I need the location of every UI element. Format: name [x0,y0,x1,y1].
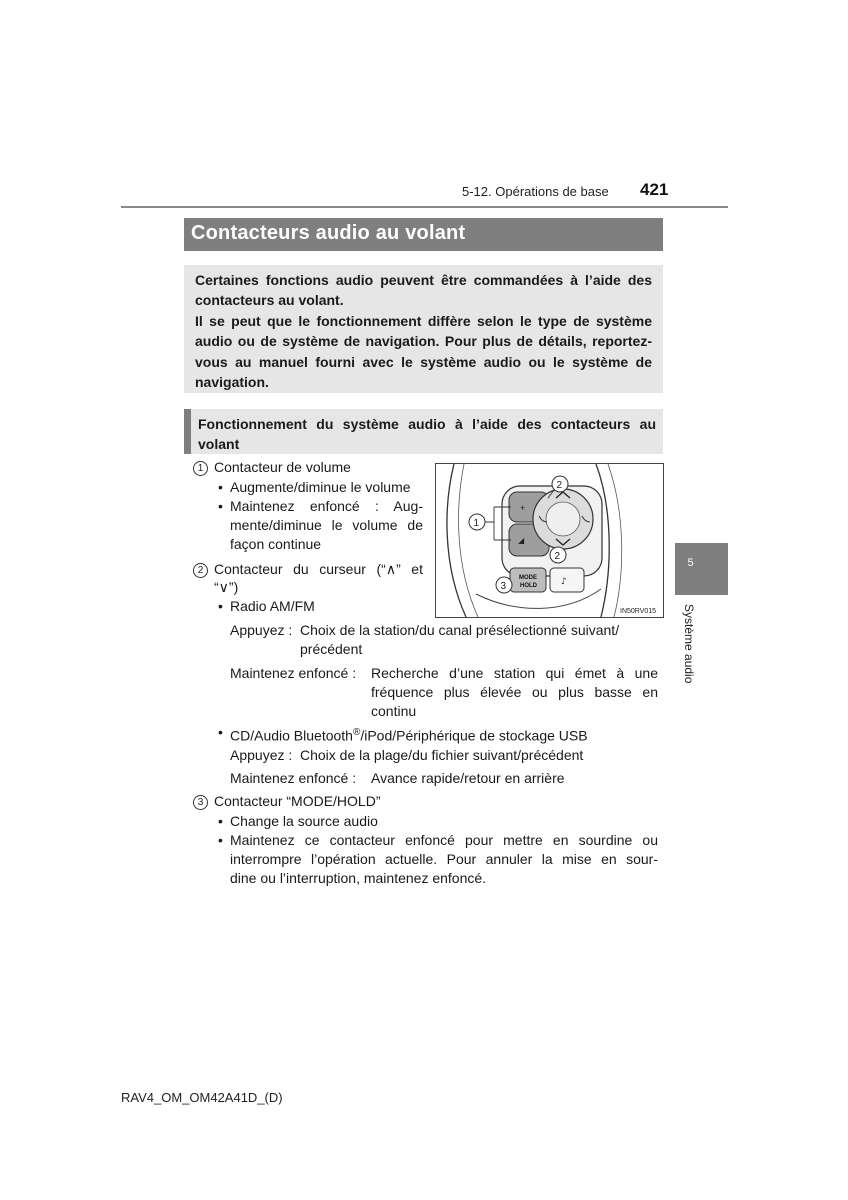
footer-code: RAV4_OM_OM42A41D_(D) [121,1090,283,1105]
cd-label-a: CD/Audio Bluetooth [230,727,353,744]
intro-paragraph-1: Certaines fonctions audio peuvent être commandées à l’aide des contacteurs au volant. [195,272,652,309]
page-title: Contacteurs audio au volant [191,222,466,244]
intro-box [184,265,663,393]
figure-code: IN50RV015 [620,608,657,615]
item-number-2: 2 [193,563,208,578]
radio-hold-line-3: continu [371,703,417,719]
radio-hold-line-2: fréquence plus élevée ou plus basse en [371,684,658,700]
cd-press-key: Appuyez : [230,747,293,763]
item-number-1: 1 [193,461,208,476]
volume-bullet-2-line-2: mente/diminue le volume de [230,517,423,533]
radio-press-line-1: Choix de la station/du canal présélectionné suivant/ [300,622,620,638]
hold-button-text: HOLD [520,583,537,589]
mode-switch-label: Contacteur “MODE/HOLD” [214,793,381,809]
intro-text [195,270,652,392]
callout-3: 3 [500,581,507,592]
header-divider [121,206,728,208]
subheading-text: Fonctionnement du système audio à l’aide des contacteurs au volant [198,416,656,452]
subheading-box [184,409,663,454]
steering-switch-illustration [435,463,664,618]
item-number-3: 3 [193,795,208,810]
mode-bullet-2-line-2: interrompre l’opération actuelle. Pour annuler la mise en sour- [230,851,658,867]
subheading-accent [184,409,191,454]
intro-paragraph-2: Il se peut que le fonctionnement diffère selon le type de système audio ou de système de navigation. Pour plus de détails, reportez-vous au manuel fourni avec le système audio ou le système de navigation. [195,312,652,391]
volume-bullet-2-line-1: • Maintenez enfoncé : Aug- [230,497,423,516]
svg-text:♪: ♪ [561,577,567,587]
mode-bullet-2-line-3: dine ou l’interruption, maintenez enfoncé. [230,870,487,886]
cursor-switch-label-line-1: Contacteur du curseur (“∧” et [214,561,423,577]
svg-text:+: + [520,503,526,513]
cd-label [230,723,588,746]
radio-hold-line-1: Recherche d’une station qui émet à une [371,665,658,681]
page-number: 421 [640,180,669,199]
chapter-tab [675,543,728,595]
volume-bullet-2-line-3: façon continue [230,536,322,552]
callout-2-top: 2 [556,480,563,491]
radio-press-line-2: précédent [300,641,363,657]
section-header: 5-12. Opérations de base [462,184,609,199]
registered-mark: ® [352,727,361,738]
volume-switch-label: Contacteur de volume [214,459,351,475]
callout-2-bottom: 2 [554,551,561,562]
svg-text:◢: ◢ [518,536,525,545]
mode-button-text: MODE [519,575,537,581]
cd-label-b: /iPod/Périphérique de stockage USB [360,727,588,744]
page-title-bar [184,218,663,251]
cursor-switch-label-line-2: “∨”) [214,579,239,595]
chapter-label: Système audio [682,604,696,684]
radio-hold-key: Maintenez enfoncé : [230,665,357,681]
steering-wheel-drawing [436,464,663,617]
volume-bullet-1: • Augmente/diminue le volume [230,478,411,497]
cd-hold-value: Avance rapide/retour en arrière [371,770,565,786]
mode-bullet-1: • Change la source audio [230,812,378,831]
cd-press-value: Choix de la plage/du fichier suivant/précédent [300,747,584,763]
mode-bullet-2-line-1: • Maintenez ce contacteur enfoncé pour mettre en sourdine ou [230,831,658,850]
radio-label: • Radio AM/FM [230,597,315,616]
chapter-number: 5 [687,557,694,569]
callout-1: 1 [473,518,480,529]
radio-press-key: Appuyez : [230,622,293,638]
cd-hold-key: Maintenez enfoncé : [230,770,357,786]
